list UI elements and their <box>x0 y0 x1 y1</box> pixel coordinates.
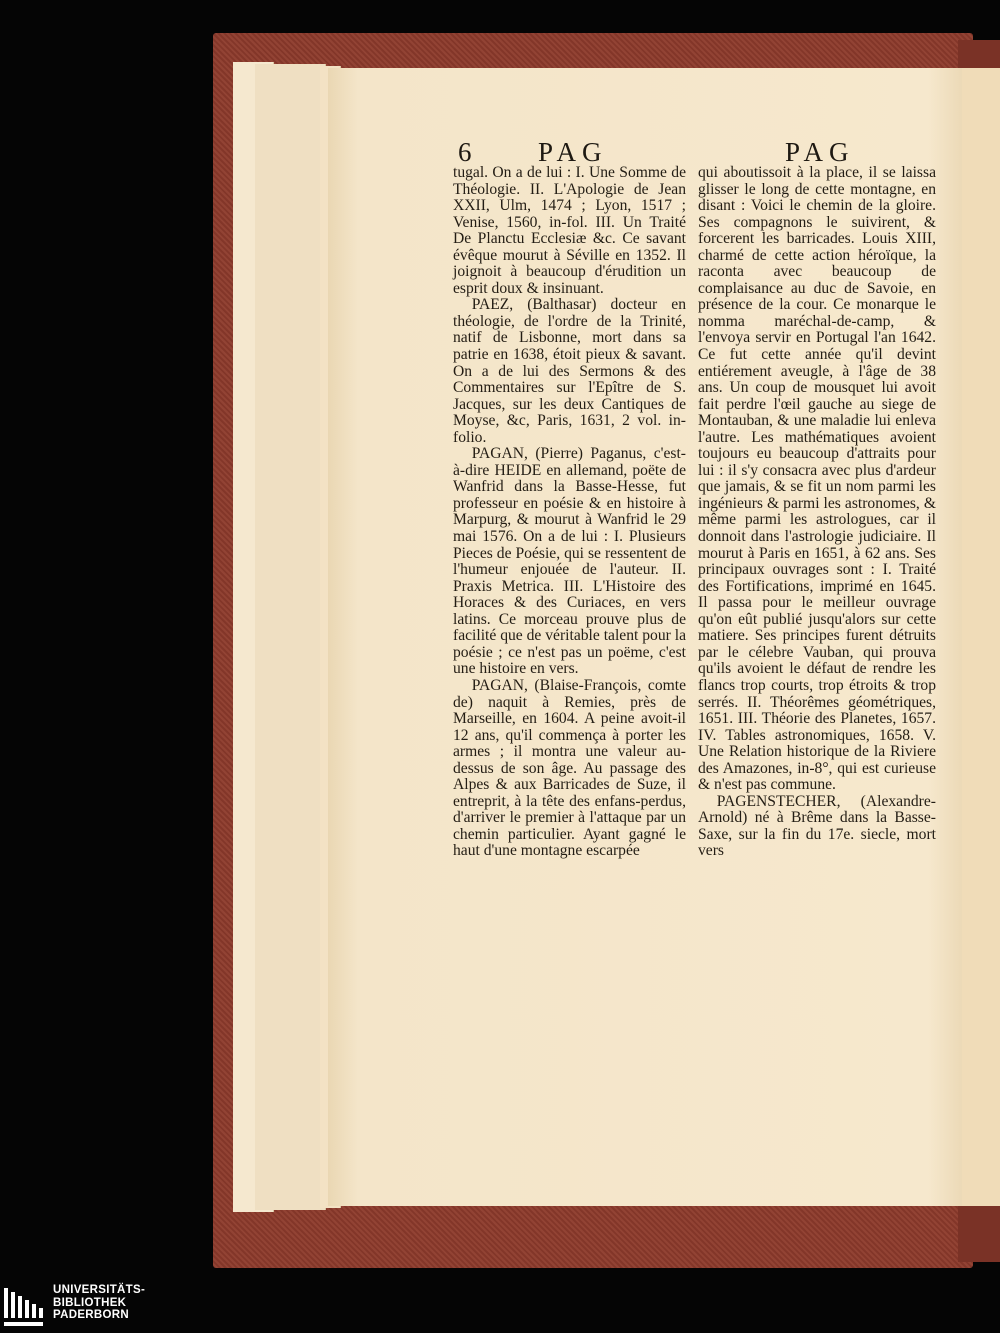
logo-line: BIBLIOTHEK <box>53 1296 127 1309</box>
paragraph: PAEZ, (Balthasar) docteur en théologie, de l'ordre de la Trinité, natif de Lisbonne, mort dans sa patrie en 1638, étoit pieux & savant. On a de lui des Sermons & des Commentaires sur l'Epître de S. Jacques, sur les deux Cantiques de Moyse, &c, Paris, 1631, 2 vol. in-folio. <box>453 296 686 446</box>
paragraph: PAGAN, (Blaise-François, comte de) naquit à Remies, près de Marseille, en 1604. A peine avoit-il 12 ans, qu'il commença à porter les armes ; il montra une valeur au-dessus de son âge. Au passage des Alpes & aux Barricades de Suze, il entreprit, à la tête des enfans-perdus, d'arriver le premier à l'attaque par un chemin particulier. Ayant gagné le haut d'une montagne escarpée <box>453 676 686 860</box>
paragraph: tugal. On a de lui : I. Une Somme de Théologie. II. L'Apologie de Jean XXII, Ulm, 1474 ; Lyon, 1517 ; Venise, 1560, in-fol. III. Un Traité De Planctu Ecclesiæ &c. Ce savant évêque mourut à Séville en 1352. Il joignoit à beaucoup d'érudition un esprit doux & insinuant. <box>453 164 686 297</box>
footer-bar <box>0 1283 1000 1333</box>
page-edge <box>255 64 326 1210</box>
paragraph: PAGENSTECHER, (Alexandre-Arnold) né à Brême dans la Basse-Saxe, sur la fin du 17e. siecle, mort vers <box>698 792 936 860</box>
text-column-right <box>698 165 936 860</box>
facing-page-edge <box>962 68 1000 1206</box>
paragraph: PAGAN, (Pierre) Paganus, c'est-à-dire HEIDE en allemand, poëte de Wanfrid dans la Basse-Hesse, fut professeur en poésie & en histoire à Marpurg, & mourut à Wanfrid le 29 mai 1576. On a de lui : I. Plusieurs Pieces de Poésie, qui se ressentent de l'humeur enjouée de l'auteur. II. Praxis Metrica. III. L'Histoire des Horaces & des Curiaces, en vers latins. Ce morceau prouve plus de facilité que de véritable talent pour la poésie ; ce n'est pas un poëme, c'est une histoire en vers. <box>453 445 686 678</box>
paragraph: qui aboutissoit à la place, il se laissa glisser le long de cette montagne, en disant : Voici le chemin de la gloire. Ses compagnons le suivirent, & forcerent les barricades. Louis XIII, charmé de cette action héroïque, la raconta avec beaucoup de complaisance au duc de Savoie, en présence de la cour. Ce monarque le nomma maréchal-de-camp, & l'envoya servir en Portugal l'an 1642. Ce fut cette année qu'il devint entiérement aveugle, à l'âge de 38 ans. Un coup de mousquet lui avoit fait perdre l'œil gauche au siege de Montauban, & une maladie lui enleva l'autre. Les mathématiques avoient toujours eu beaucoup d'attraits pour lui : il s'y consacra avec plus d'ardeur que jamais, & se fit un nom parmi les ingénieurs & parmi les astronomes, & même parmi les astrologues, car il donnoit dans l'astrologie judiciaire. Il mourut à Paris en 1651, à 62 ans. Ses principaux ouvrages sont : I. Traité des Fortifications, imprimé en 1645. Il passa pour le meilleur ouvrage qu'on eût publié jusqu'alors sur cette matiere. Ses principes furent détruits par le célebre Vauban, qui prouva qu'ils avoient le défaut de rendre les flancs trop courts, trop étroits & trop serrés. II. Théorêmes géométriques, 1651. III. Théorie des Planetes, 1657. IV. Tables astronomiques, 1658. V. Une Relation historique de la Riviere des Amazones, in-8°, qui est curieuse & n'est pas commune. <box>698 164 936 794</box>
logo-line: UNIVERSITÄTS- <box>53 1284 146 1296</box>
text-column-left <box>453 165 686 860</box>
left-running-head: PAG <box>538 137 608 167</box>
logo-line: PADERBORN <box>53 1309 129 1321</box>
page-number: 6 <box>458 137 478 167</box>
library-logo-text <box>53 1284 145 1322</box>
right-running-head: PAG <box>785 137 855 167</box>
university-library-logo-icon <box>4 1288 46 1328</box>
